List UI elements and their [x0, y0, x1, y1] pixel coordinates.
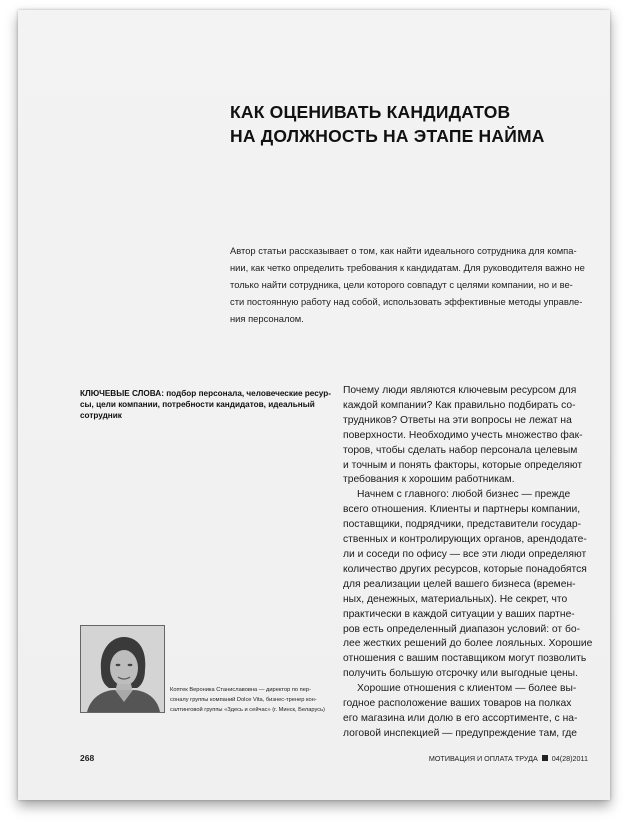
body-line: трудников? Ответы на эти вопросы не лежат на: [343, 414, 572, 426]
author-line: салтинговой группы «Здесь и сейчас» (г. Минск, Беларусь): [170, 707, 325, 713]
magazine-page: [18, 10, 610, 800]
keywords-block: [80, 388, 330, 421]
body-line: лее жестких решений до более лояльных. Хорошие: [343, 638, 593, 650]
body-line: отношения с вашим поставщиком могут позволить: [343, 653, 587, 665]
body-line: Почему люди являются ключевым ресурсом для: [343, 385, 577, 396]
keywords-line: КЛЮЧЕВЫЕ СЛОВА: подбор персонала, человеческие ресур-: [80, 389, 331, 398]
title-line: НА ДОЛЖНОСТЬ НА ЭТАПЕ НАЙМА: [230, 126, 545, 146]
square-separator-icon: [542, 755, 548, 761]
body-line: ных, денежных, материальных). Не секрет, что: [343, 593, 568, 605]
keywords-line: сы, цели компании, потребности кандидатов, идеальный: [80, 400, 315, 409]
body-line: ли и соседи по офису — все эти люди определяют: [343, 548, 587, 560]
author-line: соналу группы компаний Dolce Vita, бизнес-тренер кон-: [170, 697, 317, 703]
body-line: торов, чтобы сделать набор персонала целевым: [343, 444, 578, 456]
body-line: и точным и понять факторы, которые определяют: [343, 459, 583, 471]
body-line: количество других ресурсов, которые понадобятся: [343, 563, 587, 575]
body-line: Хорошие отношения с клиентом — более вы-: [357, 683, 577, 695]
journal-issue: 04(28)2011: [551, 754, 588, 763]
body-line: всего отношения. Клиенты и партнеры компании,: [343, 504, 581, 516]
body-line: каждой компании? Как правильно подбирать со-: [343, 399, 576, 411]
keywords-line: сотрудник: [80, 411, 122, 420]
lead-line: сти постоянную работу над собой, использовать эффективные методы управле-: [230, 296, 583, 307]
body-line: его магазина или долю в его ассортименте, с на-: [343, 712, 578, 724]
journal-footer: [429, 754, 588, 763]
author-photo: [80, 625, 165, 713]
body-line: годное расположение ваших товаров на полках: [343, 698, 572, 710]
body-line: практически в каждой ситуации у ваших партне-: [343, 608, 575, 620]
body-line: требования к хорошим работникам.: [343, 474, 515, 486]
lead-line: нии, как четко определить требования к кандидатам. Для руководителя важно не: [230, 262, 585, 273]
article-lead: [230, 242, 598, 327]
body-line: поверхности. Необходимо учесть множество фак-: [343, 429, 583, 441]
lead-line: ния персоналом.: [230, 313, 304, 324]
author-portrait-image: [81, 626, 164, 712]
lead-line: Автор статьи рассказывает о том, как найти идеального сотрудника для компа-: [230, 245, 577, 256]
body-line: поставщики, подрядчики, представители государ-: [343, 519, 582, 531]
body-line: логовой инспекцией — предупреждение там, где: [343, 727, 578, 739]
article-body: [343, 384, 605, 742]
journal-name: МОТИВАЦИЯ И ОПЛАТА ТРУДА: [428, 754, 538, 763]
article-title: [230, 100, 590, 148]
title-line: КАК ОЦЕНИВАТЬ КАНДИДАТОВ: [230, 102, 511, 122]
body-line: получить большую отсрочку или выгодные цены.: [343, 668, 578, 680]
lead-line: только найти сотрудника, цели которого совпадут с целями компании, но и ве-: [230, 279, 573, 290]
author-line: Коптек Вероника Станиславовна — директор по пер-: [170, 687, 311, 693]
author-info: [170, 685, 340, 715]
body-line: ственных и контролирующих органов, арендодате-: [343, 534, 587, 546]
body-line: Начнем с главного: любой бизнес — прежде: [357, 489, 571, 501]
page-number: 268: [80, 753, 95, 763]
body-line: для реализации целей вашего бизнеса (времен-: [343, 578, 576, 590]
body-line: ров есть определенный диапазон условий: от бо-: [343, 623, 581, 635]
